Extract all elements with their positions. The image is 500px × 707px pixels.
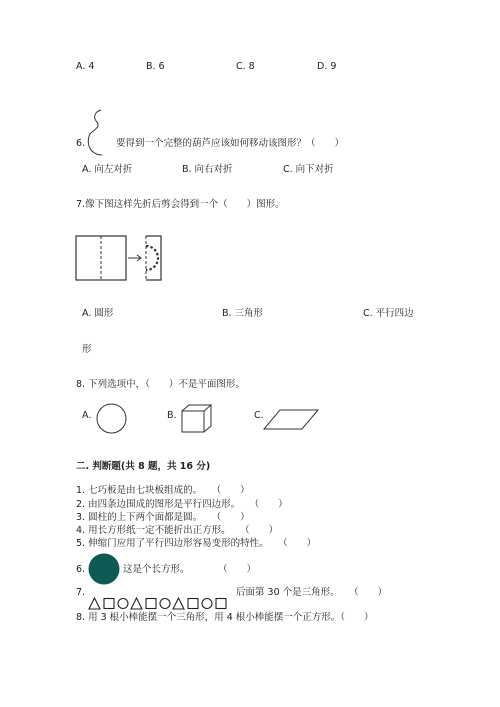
q5-option-c: C. 8 [236,61,255,72]
teal-circle-figure [88,553,120,585]
tf-item-6-number: 6. [76,564,86,575]
q8-option-a: A. [82,410,92,421]
section-title: 二. 判断题(共 8 题，共 16 分) [76,461,211,472]
q5-option-b: B. 6 [146,61,165,72]
circle-shape [96,403,128,435]
tf-item-4: 4. 用长方形纸一定不能折出正方形。 （ ） [76,525,279,536]
tf-item-6-text: 这是个长方形。 （ ） [123,564,257,575]
tf-item-3: 3. 圆柱的上下两个面都是圆。 （ ） [76,512,250,523]
tf-item-7-number: 7. [76,587,86,598]
q7-question: 7.像下图这样先折后剪会得到一个（ ）图形。 [76,199,285,210]
gourd-half-figure [86,108,106,158]
fold-cut-diagram [74,234,174,282]
q6-option-c: C. 向下对折 [283,164,334,175]
tf-item-8: 8. 用 3 根小棒能摆一个三角形，用 4 根小棒能摆一个正方形。（ ） [76,612,374,623]
q7-option-c: C. 平行四边 [363,308,414,319]
cube-shape [180,404,214,434]
tf-item-7-text: 后面第 30 个是三角形。 （ ） [236,587,388,598]
q8-question: 8. 下列选项中，（ ）不是平面图形。 [76,379,245,390]
q6-number: 6. [76,138,86,149]
tf-item-1: 1. 七巧板是由七块板组成的。 （ ） [76,485,250,496]
q6-option-a: A. 向左对折 [82,164,133,175]
tf-item-5: 5. 伸缩门应用了平行四边形容易变形的特性。 （ ） [76,538,317,549]
q5-option-a: A. 4 [76,61,95,72]
q7-option-b: B. 三角形 [222,308,264,319]
q7-option-c-wrap: 形 [82,344,92,355]
parallelogram-shape [262,409,320,431]
tf-item-2: 2. 由四条边围成的图形是平行四边形。 （ ） [76,499,288,510]
q6-option-b: B. 向右对折 [182,164,233,175]
q8-option-c: C. [254,410,264,421]
q8-option-b: B. [167,410,177,421]
q5-option-d: D. 9 [317,61,337,72]
q7-option-a: A. 圆形 [82,308,114,319]
q6-question: 要得到一个完整的葫芦应该如何移动该图形？（ ） [116,138,345,149]
shape-sequence [88,597,238,610]
